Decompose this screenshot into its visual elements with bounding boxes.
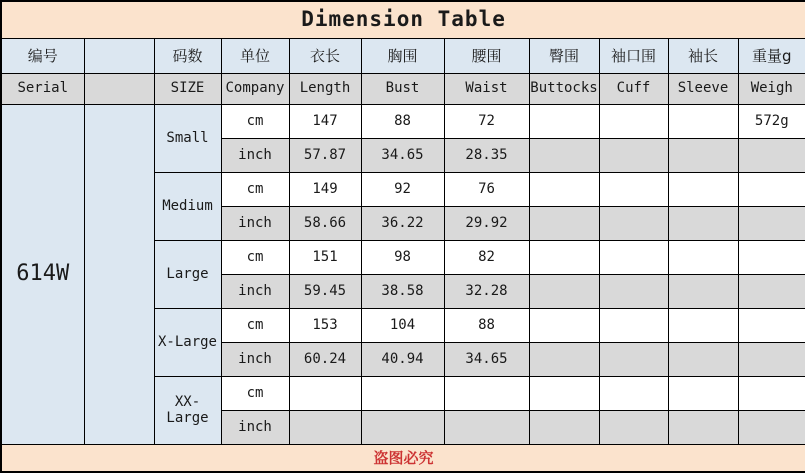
cell-cuff [599,105,668,139]
cell-length: 60.24 [289,343,361,377]
cell-waist: 88 [444,309,529,343]
cell-cuff [599,139,668,173]
cell-sleeve [668,343,738,377]
cell-bust: 36.22 [361,207,444,241]
header-zh-cuff: 袖口围 [599,39,668,74]
cell-sleeve [668,207,738,241]
header-en-weight: Weigh [738,74,805,105]
header-en-sleeve: Sleeve [668,74,738,105]
cell-buttocks [529,275,599,309]
cell-waist: 29.92 [444,207,529,241]
cell-sleeve [668,377,738,411]
cell-sleeve [668,139,738,173]
cell-buttocks [529,343,599,377]
cell-unit: cm [221,309,289,343]
cell-weight [738,207,805,241]
cell-bust: 92 [361,173,444,207]
cell-length: 151 [289,241,361,275]
cell-weight [738,343,805,377]
cell-weight: 572g [738,105,805,139]
cell-bust: 88 [361,105,444,139]
header-zh-length: 衣长 [289,39,361,74]
cell-weight [738,309,805,343]
header-zh-weight: 重量g [738,39,805,74]
cell-weight [738,173,805,207]
header-en-bust: Bust [361,74,444,105]
cell-buttocks [529,309,599,343]
serial-cell: 614W [1,105,84,445]
header-row-english [1,74,805,105]
header-en-cuff: Cuff [599,74,668,105]
anti-piracy-notice: 盗图必究 [1,445,805,473]
header-zh-bust: 胸围 [361,39,444,74]
cell-buttocks [529,377,599,411]
cell-waist: 82 [444,241,529,275]
cell-sleeve [668,241,738,275]
cell-unit: cm [221,377,289,411]
cell-weight [738,139,805,173]
header-en-unit: Company [221,74,289,105]
cell-length: 58.66 [289,207,361,241]
size-label-large: Large [154,241,221,309]
cell-waist: 32.28 [444,275,529,309]
cell-sleeve [668,275,738,309]
cell-weight [738,241,805,275]
cell-buttocks [529,105,599,139]
cell-weight [738,275,805,309]
cell-sleeve [668,309,738,343]
cell-waist: 28.35 [444,139,529,173]
cell-waist [444,411,529,445]
cell-cuff [599,343,668,377]
cell-sleeve [668,105,738,139]
cell-length [289,411,361,445]
cell-bust [361,411,444,445]
cell-waist [444,377,529,411]
cell-waist: 72 [444,105,529,139]
header-zh-sleeve: 袖长 [668,39,738,74]
size-label-xxlarge: XX-Large [154,377,221,445]
header-en-serial: Serial [1,74,84,105]
header-zh-unit: 单位 [221,39,289,74]
cell-unit: inch [221,343,289,377]
cell-unit: cm [221,105,289,139]
header-en-waist: Waist [444,74,529,105]
footer-row [1,445,805,473]
header-en-length: Length [289,74,361,105]
cell-cuff [599,411,668,445]
cell-length: 147 [289,105,361,139]
cell-sleeve [668,411,738,445]
cell-bust: 34.65 [361,139,444,173]
header-zh-blank [84,39,154,74]
cell-buttocks [529,207,599,241]
cell-bust: 98 [361,241,444,275]
cell-length: 149 [289,173,361,207]
header-zh-waist: 腰围 [444,39,529,74]
cell-buttocks [529,139,599,173]
cell-length: 57.87 [289,139,361,173]
row-small-cm [1,105,805,139]
cell-buttocks [529,173,599,207]
page-title: Dimension Table [1,1,805,39]
cell-length: 153 [289,309,361,343]
cell-cuff [599,275,668,309]
title-row [1,1,805,39]
size-label-medium: Medium [154,173,221,241]
cell-waist: 76 [444,173,529,207]
cell-buttocks [529,411,599,445]
cell-cuff [599,377,668,411]
cell-buttocks [529,241,599,275]
cell-weight [738,377,805,411]
cell-bust: 104 [361,309,444,343]
cell-cuff [599,173,668,207]
cell-bust: 40.94 [361,343,444,377]
header-zh-buttocks: 臀围 [529,39,599,74]
cell-weight [738,411,805,445]
cell-cuff [599,241,668,275]
cell-unit: inch [221,139,289,173]
cell-waist: 34.65 [444,343,529,377]
cell-unit: cm [221,173,289,207]
cell-unit: inch [221,207,289,241]
size-label-xlarge: X-Large [154,309,221,377]
header-en-blank [84,74,154,105]
blank-column-cell [84,105,154,445]
cell-bust [361,377,444,411]
header-zh-serial: 编号 [1,39,84,74]
header-zh-size: 码数 [154,39,221,74]
header-en-buttocks: Buttocks [529,74,599,105]
header-row-chinese [1,39,805,74]
cell-length [289,377,361,411]
cell-cuff [599,207,668,241]
cell-unit: inch [221,411,289,445]
cell-bust: 38.58 [361,275,444,309]
cell-sleeve [668,173,738,207]
cell-length: 59.45 [289,275,361,309]
cell-unit: cm [221,241,289,275]
cell-cuff [599,309,668,343]
header-en-size: SIZE [154,74,221,105]
size-label-small: Small [154,105,221,173]
cell-unit: inch [221,275,289,309]
